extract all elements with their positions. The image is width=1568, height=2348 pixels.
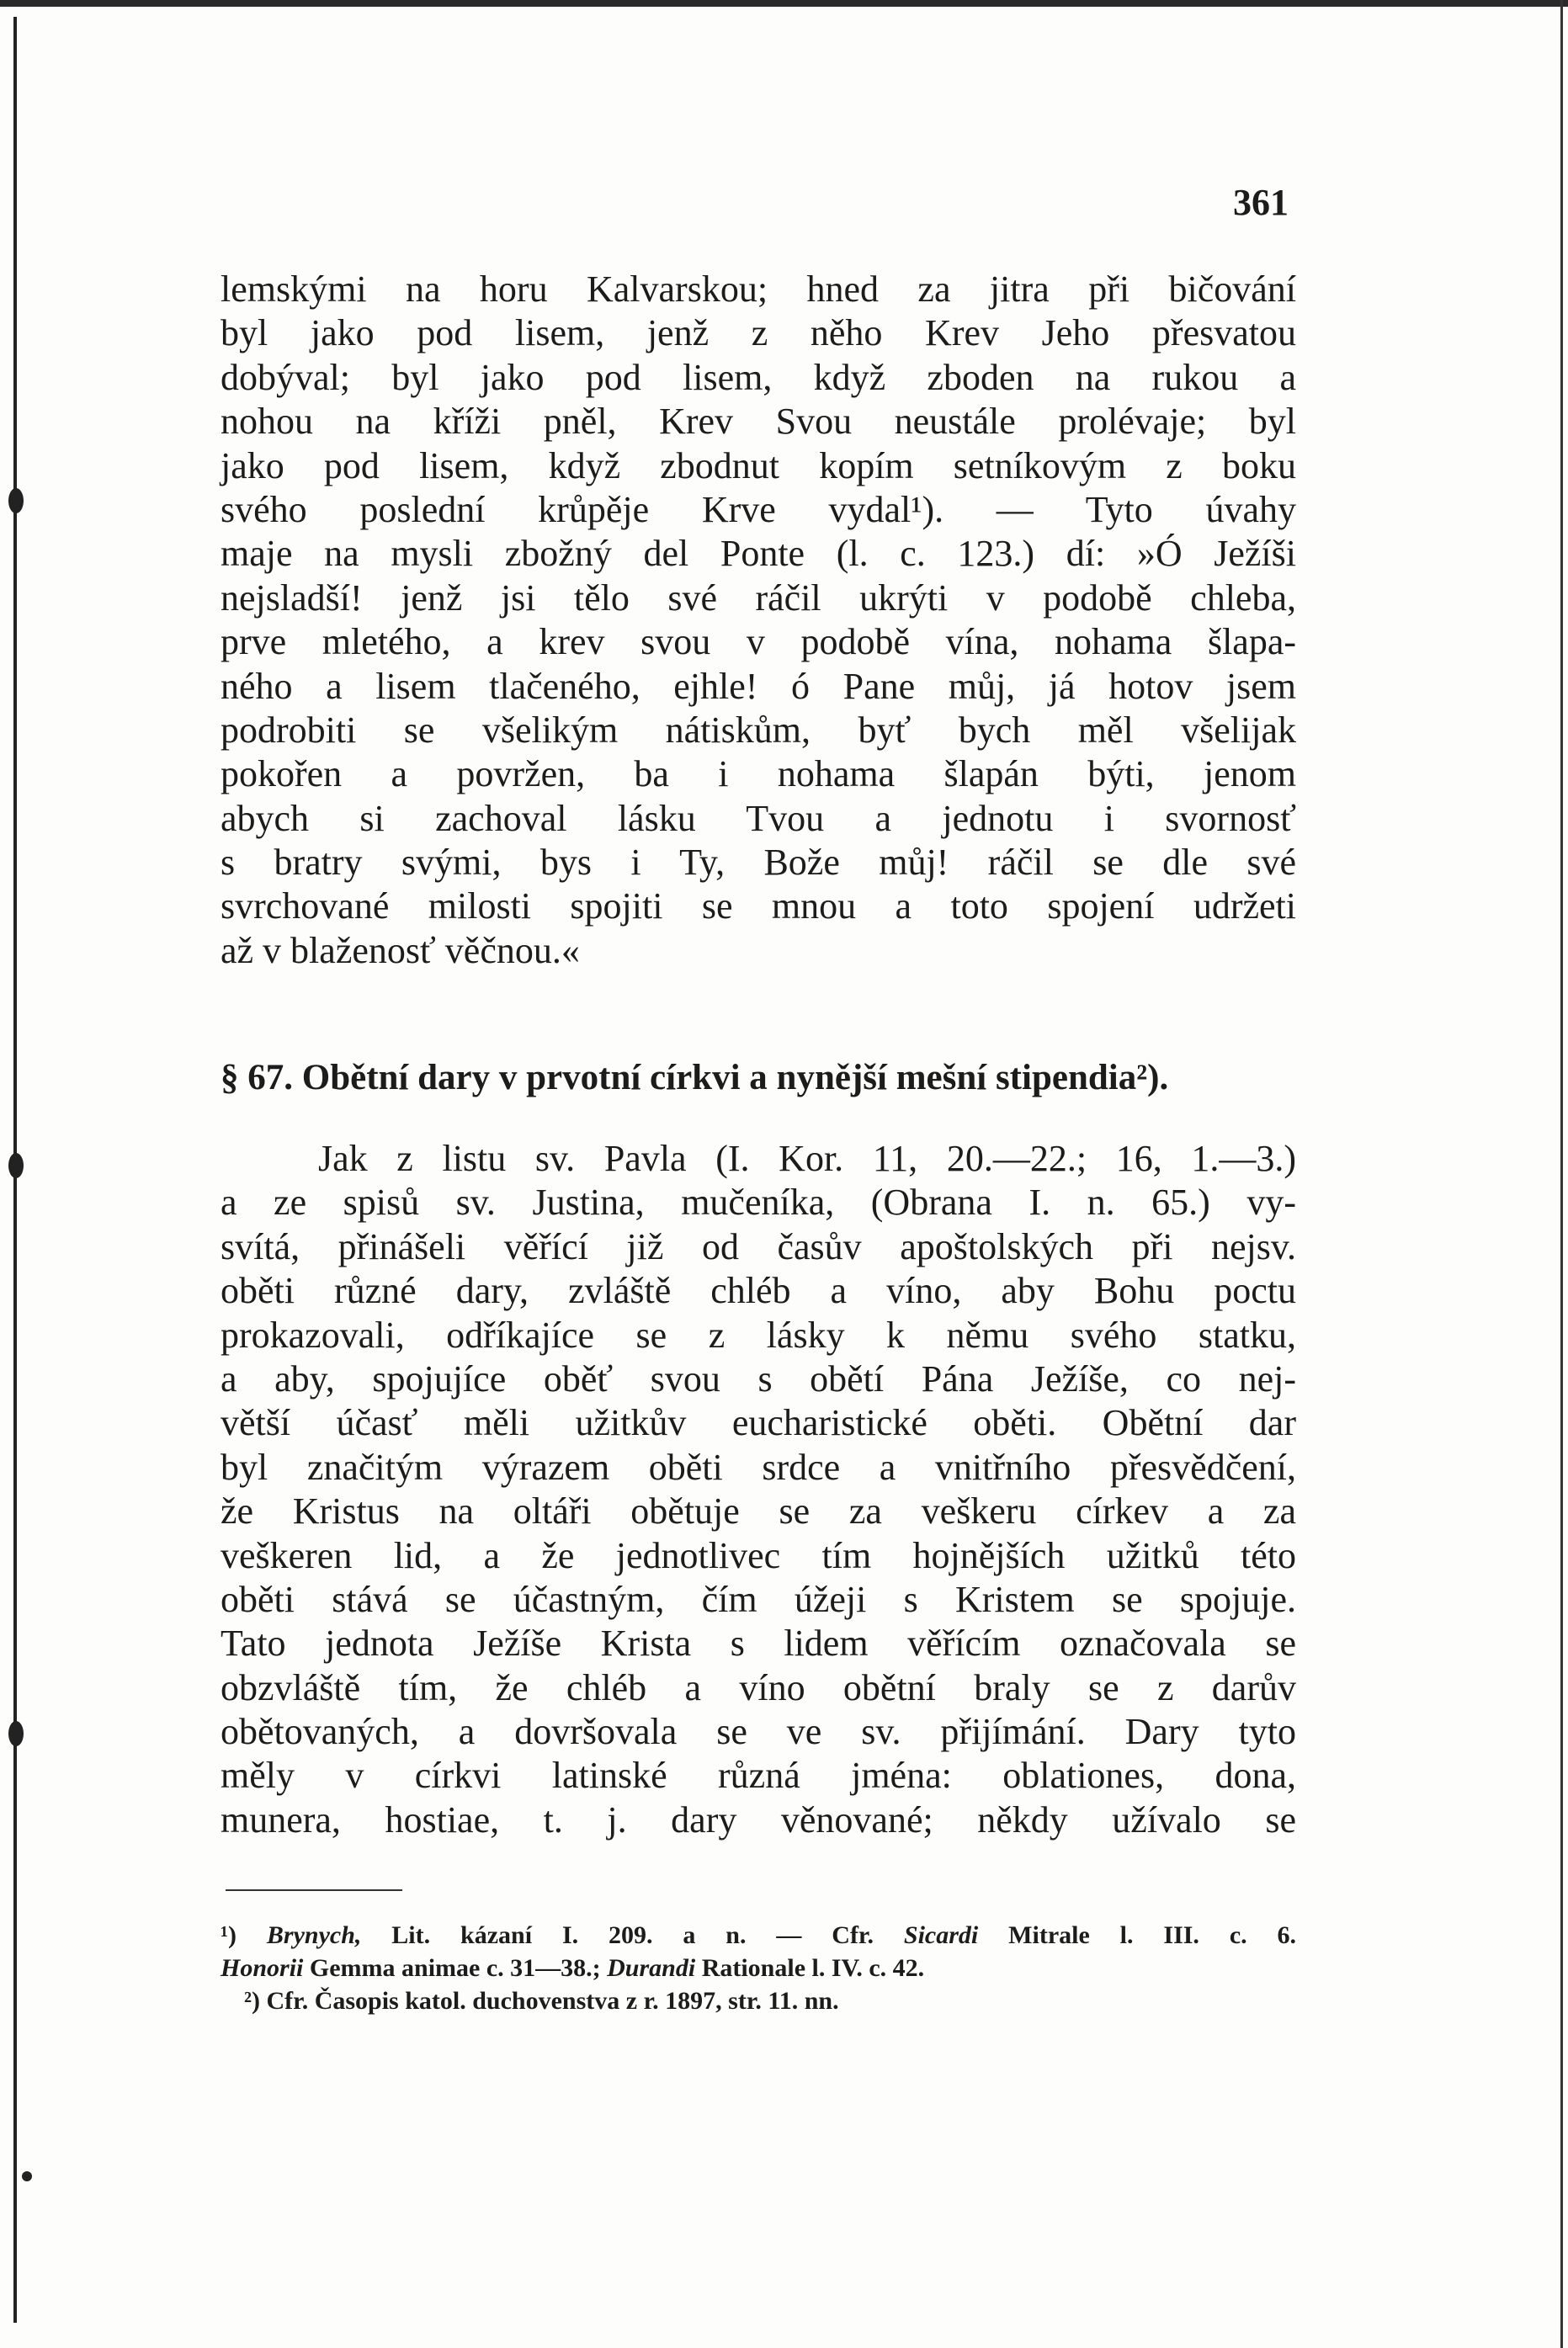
text-line: maje na mysli zbožný del Ponte (l. c. 123.) dí: »Ó Ježíši <box>221 533 1296 575</box>
text-line: podrobiti se všelikým nátiskům, byť bych měl všelijak <box>221 709 1296 751</box>
text-line: a ze spisů sv. Justina, mučeníka, (Obrana I. n. 65.) vy- <box>221 1182 1296 1224</box>
footnote-text: Cfr. Časopis katol. duchovenstva z r. 1897, str. 11. nn. <box>266 1987 839 2015</box>
footnote-marker: ²) <box>244 1987 260 2015</box>
text-line: že Kristus na oltáři obětuje se za veškeru církev a za <box>221 1490 1296 1533</box>
text-line: oběti různé dary, zvláště chléb a víno, aby Bohu poctu <box>221 1270 1296 1312</box>
text-line: byl jako pod lisem, jenž z něho Krev Jeho přesvatou <box>221 312 1296 354</box>
text-line: s bratry svými, bys i Ty, Bože můj! ráčil se dle své <box>221 842 1296 884</box>
top-paragraph <box>221 268 1296 973</box>
text-line: Tato jednota Ježíše Krista s lidem věřícím označovala se <box>221 1623 1296 1665</box>
footnote-text: Mitrale l. III. c. 6. <box>1008 1921 1297 1949</box>
section-heading: § 67. Obětní dary v prvotní církvi a nynější mešní stipendia²). <box>221 1058 1169 1097</box>
footnote-text: Gemma animae c. 31—38.; <box>309 1954 601 1982</box>
text-line: jako pod lisem, když zbodnut kopím setníkovým z boku <box>221 444 1296 486</box>
text-line: oběti stává se účastným, čím úžeji s Kristem se spojuje. <box>221 1578 1296 1620</box>
text-line: byl značitým výrazem oběti srdce a vnitřního přesvědčení, <box>221 1446 1296 1488</box>
scan-mark <box>8 1153 24 1178</box>
text-line: prve mletého, a krev svou v podobě vína, nohama šlapa- <box>221 621 1296 663</box>
scan-top-edge <box>0 0 1568 7</box>
text-line: nejsladší! jenž jsi tělo své ráčil ukrýti v podobě chleba, <box>221 576 1296 619</box>
text-line: měly v církvi latinské různá jména: oblationes, dona, <box>221 1755 1296 1797</box>
footnote-text: Lit. kázaní I. 209. a n. — Cfr. <box>391 1921 874 1949</box>
footnote-author: Brynych, <box>266 1921 362 1949</box>
text-line: až v blaženosť věčnou.« <box>221 929 580 971</box>
text-line: obětovaných, a dovršovala se ve sv. přijímání. Dary tyto <box>221 1711 1296 1753</box>
text-line: svého poslední krůpěje Krve vydal¹). — Tyto úvahy <box>221 488 1296 530</box>
footnotes <box>221 1919 1296 2017</box>
footnote-1-continued <box>221 1952 1296 1984</box>
text-line: prokazovali, odříkajíce se z lásky k němu svého statku, <box>221 1314 1296 1356</box>
footnote-text: Rationale l. IV. c. 42. <box>701 1954 925 1982</box>
scan-mark <box>8 488 24 513</box>
text-line: a aby, spojujíce oběť svou s obětí Pána Ježíše, co nej- <box>221 1357 1296 1400</box>
text-line: obzvláště tím, že chléb a víno obětní braly se z darův <box>221 1666 1296 1708</box>
text-line: dobýval; byl jako pod lisem, když zboden na rukou a <box>221 356 1296 398</box>
footnote-author: Durandi <box>607 1954 696 1982</box>
text-line: svítá, přinášeli věřící již od časův apoštolských při nejsv. <box>221 1225 1296 1267</box>
text-line: pokořen a povržen, ba i nohama šlapán býti, jenom <box>221 753 1296 795</box>
scan-mark <box>8 1721 24 1746</box>
footnote-marker: ¹) <box>221 1921 237 1949</box>
footnote-divider <box>226 1889 402 1891</box>
page-number: 361 <box>1233 182 1289 223</box>
text-line: větší účasť měli užitkův eucharistické oběti. Obětní dar <box>221 1402 1296 1444</box>
text-line: ného a lisem tlačeného, ejhle! ó Pane můj, já hotov jsem <box>221 665 1296 707</box>
scan-right-edge <box>1560 0 1563 2348</box>
text-line: Jak z listu sv. Pavla (I. Kor. 11, 20.—22.; 16, 1.—3.) <box>318 1138 1296 1179</box>
text-line: munera, hostiae, t. j. dary věnované; někdy užívalo se <box>221 1798 1296 1841</box>
text-line: abych si zachoval lásku Tvou a jednotu i svornosť <box>221 797 1296 839</box>
footnote-2 <box>221 1984 1296 2017</box>
text-line: nohou na kříži pněl, Krev Svou neustále prolévaje; byl <box>221 401 1296 443</box>
main-paragraph <box>221 1137 1296 1842</box>
footnote-author: Honorii <box>221 1954 304 1982</box>
footnote-author: Sicardi <box>903 1921 979 1949</box>
text-line: veškeren lid, a že jednotlivec tím hojnějších užitků této <box>221 1534 1296 1576</box>
footnote-1 <box>221 1919 1296 1952</box>
text-line: svrchované milosti spojiti se mnou a toto spojení udržeti <box>221 885 1296 927</box>
text-line: lemskými na horu Kalvarskou; hned za jitra při bičování <box>221 268 1296 310</box>
scan-mark <box>22 2171 32 2181</box>
